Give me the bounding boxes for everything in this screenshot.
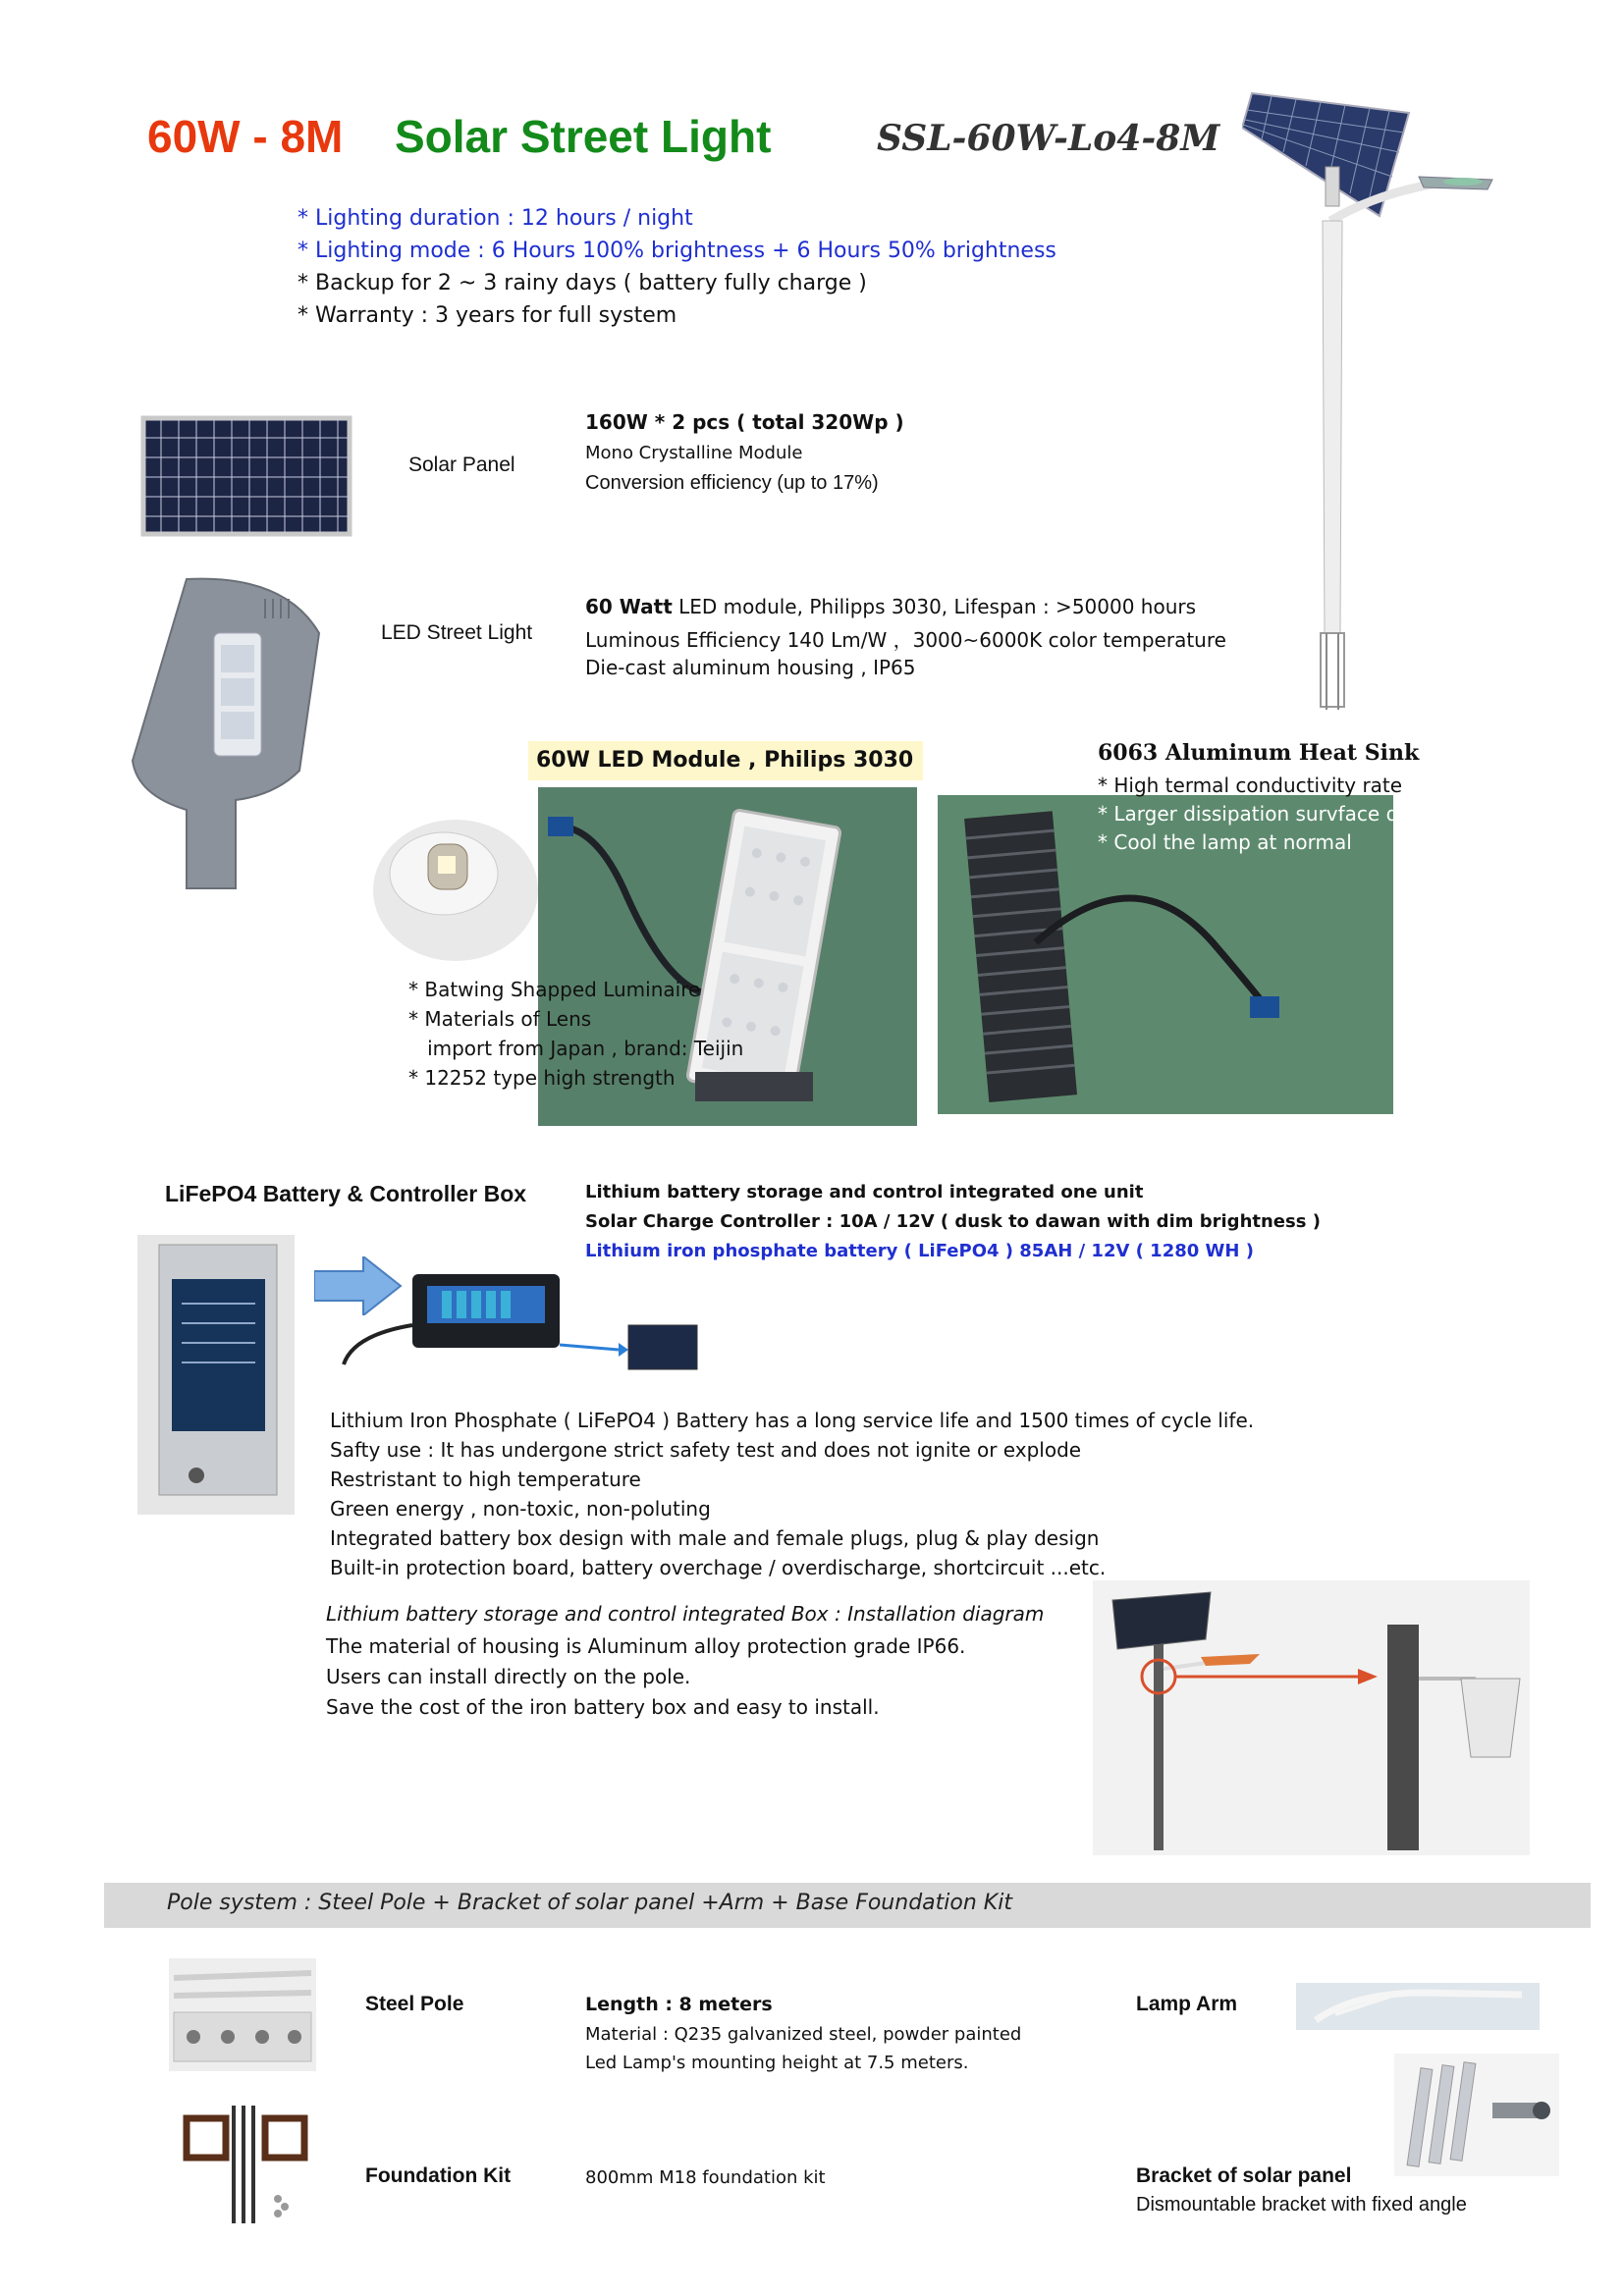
battery-features (330, 1406, 1254, 1582)
steel-pole-spec-2: Material : Q235 galvanized steel, powder painted (585, 2024, 1022, 2045)
steel-pole-spec-3: Led Lamp's mounting height at 7.5 meters. (585, 2053, 969, 2073)
bracket-text: Dismountable bracket with fixed angle (1136, 2194, 1467, 2216)
heatsink-title: 6063 Aluminum Heat Sink (1098, 740, 1420, 766)
street-light-pole-image (1242, 83, 1566, 721)
heatsink-note: * Cool the lamp at normal (1098, 830, 1352, 854)
module-note: import from Japan , brand: Teijin (408, 1037, 744, 1060)
led-light-spec-3: Die-cast aluminum housing , IP65 (585, 656, 916, 679)
steel-pole-label: Steel Pole (365, 1993, 464, 2015)
solar-panel-spec-3: Conversion efficiency (up to 17%) (585, 472, 879, 494)
led-light-label: LED Street Light (381, 621, 533, 644)
lens-image (371, 817, 540, 964)
foundation-kit-image (165, 2101, 327, 2228)
pole-system-title: Pole system : Steel Pole + Bracket of solar panel +Arm + Base Foundation Kit (167, 1891, 1012, 1915)
module-notes (408, 975, 743, 1093)
battery-feature: Lithium Iron Phosphate ( LiFePO4 ) Battery has a long service life and 1500 times of cycle life. (330, 1409, 1255, 1432)
battery-feature: Built-in protection board, battery overchage / overdischarge, shortcircuit ...etc. (330, 1556, 1107, 1579)
spec-lighting-duration: * Lighting duration : 12 hours / night (298, 206, 693, 231)
led-light-spec-1-rest: LED module, Philipps 3030, Lifespan : >50000 hours (672, 595, 1197, 618)
solar-bracket-image (1394, 2054, 1559, 2176)
spec-lighting-mode: * Lighting mode : 6 Hours 100% brightness + 6 Hours 50% brightness (298, 239, 1056, 263)
battery-feature: Green energy , non-toxic, non-poluting (330, 1497, 711, 1521)
led-light-spec-1 (585, 595, 1196, 618)
foundation-text: 800mm M18 foundation kit (585, 2167, 826, 2188)
lamp-arm-image (1296, 1983, 1540, 2030)
battery-label: LiFePO4 Battery & Controller Box (165, 1181, 527, 1206)
battery-feature: Integrated battery box design with male and female plugs, plug & play design (330, 1526, 1100, 1550)
install-lines (326, 1631, 965, 1723)
steel-pole-spec-1: Length : 8 meters (585, 1994, 773, 2015)
solar-panel-spec-1: 160W * 2 pcs ( total 320Wp ) (585, 410, 904, 434)
heatsink-notes (1098, 772, 1451, 857)
installation-diagram-image (1093, 1580, 1530, 1855)
title-product: Solar Street Light (395, 111, 772, 162)
steel-pole-image (169, 1958, 316, 2071)
battery-spec-2: Solar Charge Controller : 10A / 12V ( dusk to dawan with dim brightness ) (585, 1211, 1321, 1232)
module-note: * 12252 type high strength (408, 1066, 676, 1090)
solar-panel-image (137, 412, 358, 540)
led-light-spec-2: Luminous Efficiency 140 Lm/W ，3000~6000K color temperature (585, 628, 1226, 652)
install-line: The material of housing is Aluminum alloy protection grade IP66. (326, 1634, 966, 1658)
solar-panel-label: Solar Panel (408, 454, 515, 476)
battery-feature: Safty use : It has undergone strict safety test and does not ignite or explode (330, 1438, 1082, 1462)
install-line: Users can install directly on the pole. (326, 1665, 691, 1688)
foundation-label: Foundation Kit (365, 2164, 512, 2187)
module-caption: 60W LED Module , Philips 3030 (528, 741, 923, 780)
heatsink-note: * High termal conductivity rate (1098, 774, 1403, 797)
install-line: Save the cost of the iron battery box and easy to install. (326, 1695, 880, 1719)
spec-backup: * Backup for 2 ~ 3 rainy days ( battery fully charge ) (298, 271, 867, 295)
battery-spec-1: Lithium battery storage and control integrated one unit (585, 1182, 1144, 1202)
title-power: 60W - 8M (147, 111, 344, 162)
heatsink-note: * Larger dissipation survface design (1098, 802, 1451, 826)
solar-panel-spec-2: Mono Crystalline Module (585, 443, 803, 463)
led-watt-bold: 60 Watt (585, 595, 673, 618)
led-street-light-image (128, 574, 339, 898)
battery-spec-3: Lithium iron phosphate battery ( LiFePO4 ) 85AH / 12V ( 1280 WH ) (585, 1241, 1254, 1261)
module-note: * Materials of Lens (408, 1007, 592, 1031)
module-note: * Batwing Shapped Luminaire (408, 978, 701, 1001)
bracket-label: Bracket of solar panel (1136, 2164, 1352, 2187)
install-title: Lithium battery storage and control integrated Box : Installation diagram (326, 1602, 1045, 1626)
model-number: SSL-60W-Lo4-8M (877, 118, 1220, 159)
lamp-arm-label: Lamp Arm (1136, 1993, 1238, 2015)
spec-warranty: * Warranty : 3 years for full system (298, 303, 677, 328)
battery-controller-image (334, 1266, 717, 1379)
battery-feature: Restristant to high temperature (330, 1468, 641, 1491)
battery-box-image (137, 1235, 295, 1515)
